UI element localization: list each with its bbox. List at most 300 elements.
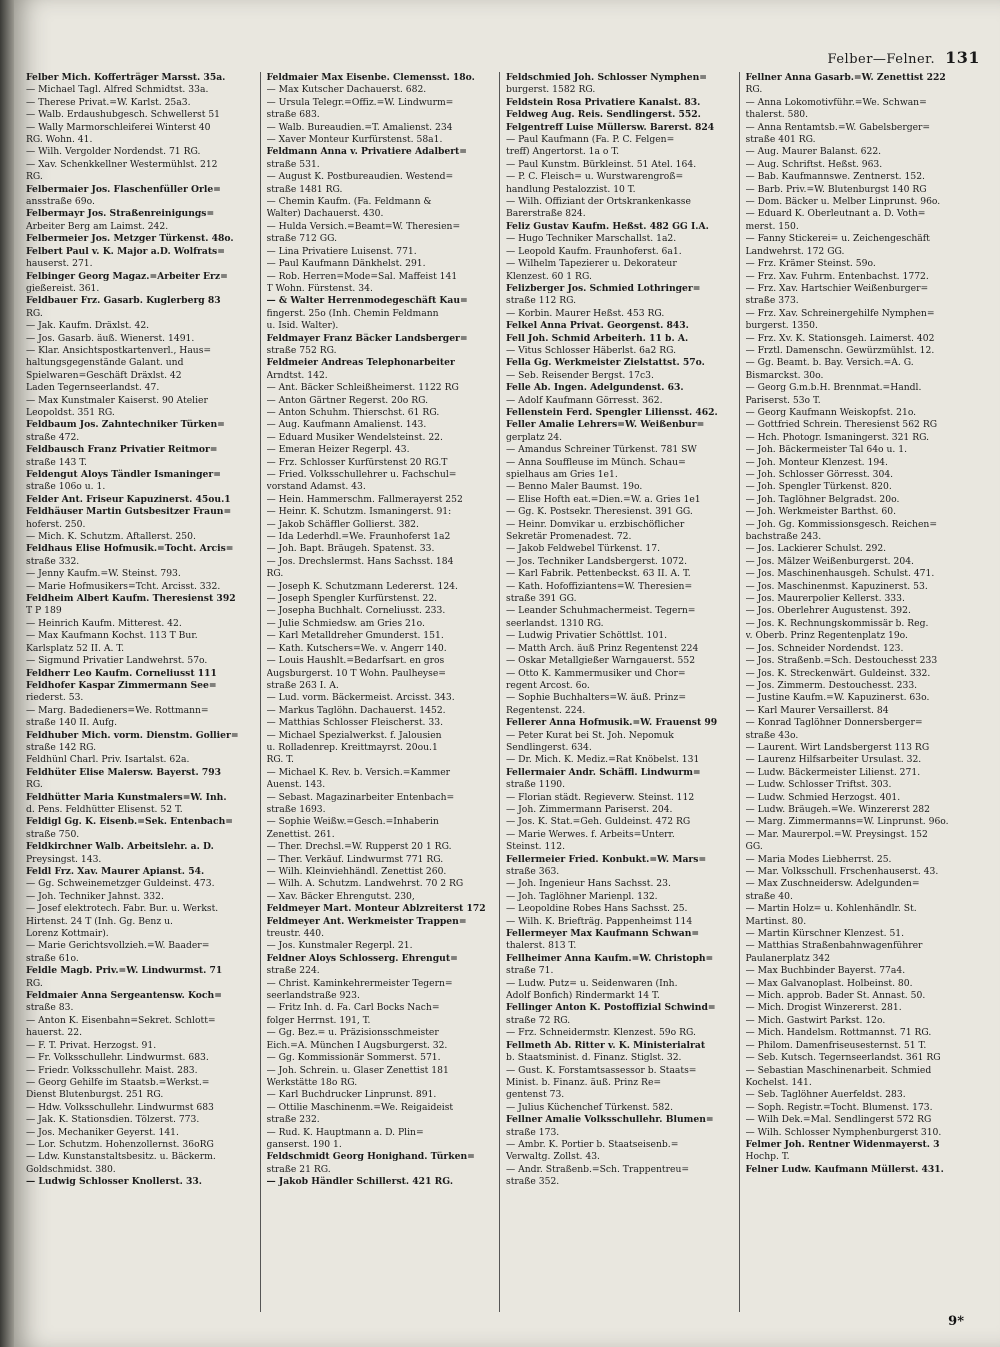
directory-entry: Sekretär Promenadest. 72. [506,531,632,543]
directory-entry: Feldbaum Jos. Zahntechniker Türken= [26,419,225,431]
directory-entry: Fellheimer Anna Kaufm.=W. Christoph= [506,952,714,964]
directory-entry: — Jos. Maschinenmst. Kapuzinerst. 53. [745,580,928,592]
directory-entry: — Wilh Dek.=Mal. Sendlingerst 572 RG [745,1114,932,1126]
directory-entry: Feldmaier Max Eisenbe. Clemensst. 18o. [266,72,475,83]
directory-entry: Feldmann Anna v. Privatiere Adalbert= [266,146,468,158]
directory-entry: hauserst. 271. [26,258,93,270]
directory-entry: Feldhüter Elise Malersw. Bayerst. 793 [26,766,222,778]
directory-entry: Fellermeyer Max Kaufmann Schwan= [506,928,700,940]
directory-entry: treustr. 440. [266,928,325,940]
directory-entry: — Emeran Heizer Regerpl. 43. [266,444,410,456]
directory-entry: — Hein. Hammerschm. Fallmerayerst 252 [266,493,463,505]
directory-entry: Fella Gg. Werkmeister Zielstattst. 57o. [506,357,705,369]
directory-entry: — Ludwig Privatier Schöttlst. 101. [506,630,668,642]
directory-entry: — Ludw. Bäckermeister Lilienst. 271. [745,766,921,778]
directory-entry: RG. [745,84,763,96]
directory-entry: handlung Pestalozzist. 10 T. [506,183,636,195]
directory-entry: — Max Zuschneidersw. Adelgunden= [745,878,920,890]
directory-entry: — Vitus Schlosser Häberlst. 6a2 RG. [506,344,677,356]
directory-entry: straße 750. [26,828,80,840]
directory-entry: — Xav. Schenkkellner Westermühlst. 212 [26,158,218,170]
directory-entry: — Ant. Bäcker Schleißheimerst. 1122 RG [266,382,459,394]
directory-entry: — Xav. Bäcker Ehrengutst. 230, [266,890,415,902]
directory-entry: Feldhütter Maria Kunstmalers=W. Inh. [26,791,227,803]
directory-entry: Fellinger Anton K. Postoffizial Schwind= [506,1002,716,1014]
directory-entry: — Joh. Werkmeister Barthst. 60. [745,506,897,518]
directory-entry: — Frz. Krämer Steinst. 59o. [745,258,876,270]
directory-entry: — Anton Gärtner Regerst. 20o RG. [266,394,429,406]
directory-entry: — Kath. Kutschers=We. v. Angerr 140. [266,642,447,654]
directory-entry: — Soph. Registr.=Tocht. Blumenst. 173. [745,1101,933,1113]
directory-entry: — Rob. Herren=Mode=Sal. Maffeist 141 [266,270,458,282]
directory-entry: Lorenz Kottmair). [26,928,109,940]
directory-entry: — Heinrich Kaufm. Mitterest. 42. [26,617,182,629]
directory-entry: — Gg. K. Postsekr. Theresienst. 391 GG. [506,506,693,518]
directory-entry: Feldhäuser Martin Gutsbesitzer Fraun= [26,506,232,518]
page-number: 131 [945,48,980,67]
directory-entry: — Max Kaufmann Kochst. 113 T Bur. [26,630,198,642]
directory-entry: straße 263 I. A. [266,679,339,691]
directory-entry: straße 43o. [745,729,799,741]
directory-entry: Felgentreff Luise Müllersw. Barerst. 824 [506,121,715,133]
directory-entry: — Marie Werwes. f. Arbeits=Unterr. [506,828,675,840]
directory-entry: Felner Ludw. Kaufmann Müllerst. 431. [745,1163,944,1175]
directory-entry: — Maria Modes Liebherrst. 25. [745,853,892,865]
directory-entry: — Ludwig Schlosser Knollerst. 33. [26,1176,202,1188]
directory-entry: Hirtenst. 24 T (Inh. Gg. Benz u. [26,915,173,927]
directory-entry: Feldmaier Anna Sergeantensw. Koch= [26,990,222,1002]
directory-entry: — Max Kunstmaler Kaiserst. 90 Atelier [26,394,208,406]
directory-entry: Felkel Anna Privat. Georgenst. 843. [506,320,689,332]
directory-entry: — Sebast. Magazinarbeiter Entenbach= [266,791,455,803]
directory-entry: — Andr. Straßenb.=Sch. Trappentreu= [506,1163,690,1175]
directory-entry: — Jak. K. Stationsdien. Tölzerst. 773. [26,1114,200,1126]
directory-entry: seerlandst. 1310 RG. [506,617,604,629]
directory-entry: — Jos. K. Rechnungskommissär b. Reg. [745,617,929,629]
directory-entry: — Dom. Bäcker u. Melber Linprunst. 96o. [745,196,941,208]
directory-entry: Fellerer Anna Hofmusik.=W. Frauenst 99 [506,717,718,729]
directory-entry: thalerst. 580. [745,109,809,121]
directory-entry: spielhaus am Gries 1e1. [506,469,618,480]
directory-entry: — Walb. Erdaushubgesch. Schwellerst 51 [26,109,221,121]
directory-entry: gentenst 73. [506,1089,565,1101]
directory-entry: straße 61o. [26,952,79,964]
directory-entry: — Anton K. Eisenbahn=Sekret. Schlott= [26,1014,216,1026]
running-header [828,48,980,67]
directory-entry: riederst. 53. [26,692,84,704]
directory-entry: — Jenny Kaufm.=W. Steinst. 793. [26,568,181,580]
directory-entry: — Wilh. Vergolder Nordendst. 71 RG. [26,146,201,158]
directory-entry: Fellner Amalie Volksschullehr. Blumen= [506,1114,714,1126]
directory-entry: — Seb. Reisender Bergst. 17c3. [506,369,654,381]
directory-entry: straße 712 GG. [266,233,337,245]
directory-entry: Landwehrst. 172 GG. [745,245,845,257]
directory-entry: — Joh. Monteur Klenzest. 194. [745,456,888,468]
directory-entry: — Ida Lederhdl.=We. Fraunhoferst 1a2 [266,531,451,543]
directory-entry: — Wilh. Schlosser Nymphenburgerst 310. [745,1126,942,1138]
directory-entry: Felbermayr Jos. Straßenreinigungs= [26,208,215,220]
directory-entry: Werkstätte 18o RG. [266,1076,358,1088]
directory-entry: straße 752 RG. [266,344,337,356]
directory-entry: Feldhünl Charl. Priv. Isartalst. 62a. [26,754,190,766]
directory-entry: — Heinr. Domvikar u. erzbischöflicher [506,518,685,530]
directory-entry: RG. [26,171,43,183]
directory-entry: T Wohn. Fürstenst. 34. [266,282,373,294]
directory-entry: — Aug. Schriftst. Heßst. 963. [745,158,883,170]
directory-entry: Steinst. 112. [506,841,565,853]
directory-entry: straße 363. [506,866,560,877]
book-gutter [0,0,14,1347]
directory-entry: Augsburgerst. 10 T Wohn. Paulheyse= [266,667,446,679]
directory-entry: Fellner Anna Gasarb.=W. Zenettist 222 [745,72,946,83]
directory-entry: — Fr. Volksschullehr. Lindwurmst. 683. [26,1052,209,1064]
directory-entry: — Joh. Zimmermann Pariserst. 204. [506,803,673,815]
directory-entry: — Mich. approb. Bader St. Annast. 50. [745,990,926,1002]
directory-entry: — Marie Gerichtsvollzieh.=W. Baader= [26,940,210,952]
directory-entry: — Mar. Maurerpol.=W. Preysingst. 152 [745,828,928,840]
directory-entry: straße 1481 RG. [266,183,343,195]
directory-entry: — Mich. Gastwirt Parkst. 12o. [745,1014,886,1026]
directory-entry: RG. T. [266,754,294,766]
directory-entry: Felle Ab. Ingen. Adelgundenst. 63. [506,382,684,394]
directory-entry: — Anna Rentamtsb.=W. Gabelsberger= [745,121,931,133]
directory-entry: Feldmeyer Ant. Werkmeister Trappen= [266,915,467,927]
directory-entry: Regentenst. 224. [506,704,586,716]
directory-entry: — Leopold Kaufm. Fraunhoferst. 6a1. [506,245,682,257]
directory-entry: — Sophie Weißw.=Gesch.=Inhaberin [266,816,439,828]
directory-entry: straße 140 II. Aufg. [26,717,118,729]
directory-entry: Eich.=A. München I Augsburgerst. 32. [266,1039,448,1051]
directory-entry: — Fried. Volksschullehrer u. Fachschul= [266,469,457,480]
directory-entry: — Seb. Taglöhner Auerfeldst. 283. [745,1089,906,1101]
directory-entry: straße 143 T. [26,456,87,468]
directory-entry: straße 531. [266,158,320,170]
directory-entry: — Ottilie Maschinenm.=We. Reigaideist [266,1101,454,1113]
directory-entry: straße 1693. [266,803,326,815]
directory-entry: straße 1190. [506,779,566,791]
directory-entry: Karlsplatz 52 II. A. T. [26,642,125,654]
directory-entry: — Ambr. K. Portier b. Staatseisenb.= [506,1138,679,1150]
directory-entry: — Marie Hofmusikers=Tcht. Arcisst. 332. [26,580,221,592]
directory-entry: Bismarckst. 30o. [745,369,824,381]
directory-entry: — Frz. Xv. K. Stationsgeh. Laimerst. 402 [745,332,935,344]
directory-entry: hoferst. 250. [26,518,86,530]
directory-entry: — Matthias Straßenbahnwagenführer [745,940,923,952]
directory-entry: straße 112 RG. [506,295,577,307]
directory-columns [20,72,978,1312]
directory-entry: Adolf Bonfich) Rindermarkt 14 T. [506,990,660,1002]
directory-entry: — Jos. Mälzer Weißenburgerst. 204. [745,555,914,567]
directory-entry: b. Staatsminist. d. Finanz. Stiglst. 32. [506,1052,682,1064]
directory-entry: Felder Ant. Friseur Kapuzinerst. 45ou.1 [26,493,231,505]
directory-entry: Feldbausch Franz Privatier Reitmor= [26,444,218,456]
directory-entry: Feldhaus Elise Hofmusik.=Tocht. Arcis= [26,543,234,555]
directory-entry: — Heinr. K. Schutzm. Ismaningerst. 91: [266,506,452,518]
directory-entry: Walter) Dachauerst. 430. [266,208,384,220]
directory-entry: Feldheim Albert Kaufm. Theresienst 392 [26,593,236,605]
directory-entry: — Joh. Techniker Jahnst. 332. [26,890,164,902]
directory-entry: RG. [26,779,43,791]
directory-entry: Feldner Aloys Schlosserg. Ehrengut= [266,952,458,964]
directory-entry: — Michael K. Rev. b. Versich.=Kammer [266,766,451,778]
directory-entry: RG. [26,307,43,319]
directory-entry: — Lor. Schutzm. Hohenzollernst. 36oRG [26,1138,214,1150]
directory-entry: seerlandstraße 923. [266,990,360,1002]
directory-entry: straße 173. [506,1126,560,1138]
directory-entry: — Gg. Kommissionär Sommerst. 571. [266,1052,441,1064]
directory-entry: haltungsgegenstände Galant. und [26,357,184,369]
directory-entry: Feldmayer Franz Bäcker Landsberger= [266,332,468,344]
directory-entry: — Adolf Kaufmann Görresst. 362. [506,394,663,406]
directory-entry: — Jos. Maschinenhausgeh. Schulst. 471. [745,568,935,580]
directory-entry: Feldigl Gg. K. Eisenb.=Sek. Entenbach= [26,816,233,828]
directory-entry: RG. [26,977,43,989]
directory-entry: straße 683. [266,109,320,121]
directory-entry: — Joh. Schlosser Görresst. 304. [745,469,894,480]
directory-entry: — Jos. Drechslermst. Hans Sachsst. 184 [266,555,454,567]
directory-entry: — Ludw. Bräugeh.=We. Winzererst 282 [745,803,930,815]
directory-entry: Felizberger Jos. Schmied Lothringer= [506,282,701,294]
directory-entry: Dienst Blutenburgst. 251 RG. [26,1089,164,1101]
directory-entry: — Wilh. K. Briefträg. Pappenheimst 114 [506,915,693,927]
directory-column [20,72,260,1312]
directory-entry: — Paul Kunstm. Bürkleinst. 51 Atel. 164. [506,158,697,170]
directory-entry: ganserst. 190 1. [266,1138,342,1150]
directory-entry: — Sigmund Privatier Landwehrst. 57o. [26,655,208,667]
directory-entry: — Jakob Händler Schillerst. 421 RG. [266,1176,454,1188]
directory-entry: Minist. b. Finanz. äuß. Prinz Re= [506,1076,662,1088]
directory-entry: — Dr. Mich. K. Mediz.=Rat Knöbelst. 131 [506,754,700,766]
directory-entry: — Frz. Xav. Schreinergehilfe Nymphen= [745,307,935,319]
directory-entry: Felmer Joh. Rentner Widenmayerst. 3 [745,1138,940,1150]
directory-entry: regent Arcost. 6o. [506,679,590,691]
directory-entry: — August K. Postbureaudien. Westend= [266,171,454,183]
directory-entry: straße 142 RG. [26,741,97,753]
directory-entry: — Walb. Bureaudien.=T. Amalienst. 234 [266,121,453,133]
directory-entry: Fellmeth Ab. Ritter v. K. Ministerialrat [506,1039,706,1051]
header-title: Felber—Felner. [827,52,936,67]
directory-entry: — Joh. Spengler Türkenst. 820. [745,481,892,493]
directory-entry: — Ludw. Schmied Herzogst. 401. [745,791,901,803]
directory-entry: — Jak. Kaufm. Dräxlst. 42. [26,320,150,332]
directory-entry: treff) Angertorst. 1a o T. [506,146,620,158]
directory-entry: Leopoldst. 351 RG. [26,406,115,418]
directory-entry: — Hugo Techniker Marschallst. 1a2. [506,233,677,245]
directory-entry: — Gottfried Schrein. Theresienst 562 RG [745,419,938,431]
directory-entry: Auenst. 143. [266,779,326,791]
directory-entry: — Korbin. Maurer Heßst. 453 RG. [506,307,665,319]
directory-entry: — Wilh. Offiziant der Ortskrankenkasse [506,196,691,208]
directory-entry: — Otto K. Kammermusiker und Chor= [506,667,686,679]
directory-entry: — & Walter Herrenmodegeschäft Kau= [266,295,468,307]
directory-entry: — Jos. Maurerpolier Kellerst. 333. [745,593,905,605]
directory-entry: — Bab. Kaufmannswe. Zentnerst. 152. [745,171,925,183]
directory-entry: — Frztl. Damenschn. Gewürzmühlst. 12. [745,344,935,356]
directory-entry: Barerstraße 824. [506,208,586,220]
directory-entry: v. Oberb. Prinz Regentenplatz 19o. [745,630,908,642]
directory-entry: — Josef elektrotech. Fabr. Bur. u. Werkst. [26,903,219,915]
directory-entry: folger Herrnst. 191, T. [266,1014,371,1026]
directory-entry: — Anton Schuhm. Thierschst. 61 RG. [266,406,440,418]
directory-entry: — Oskar Metallgießer Warngauerst. 552 [506,655,696,667]
directory-entry: — Jos. Lackierer Schulst. 292. [745,543,887,555]
directory-entry: straße 21 RG. [266,1163,331,1175]
directory-entry: — Markus Taglöhn. Dachauerst. 1452. [266,704,446,716]
directory-entry: — Ther. Verkäuf. Lindwurmst 771 RG. [266,853,444,865]
directory-entry: — Ludw. Schlosser Triftst. 303. [745,779,892,791]
directory-entry: Feldmeyer Mart. Monteur Ablzreiterst 172 [266,903,486,915]
directory-column [260,72,500,1312]
directory-column [739,72,979,1312]
directory-entry: — Sebastian Maschinenarbeit. Schmied [745,1064,932,1076]
directory-entry: Fellermaier Andr. Schäffl. Lindwurm= [506,766,701,778]
directory-entry: — Hulda Versich.=Beamt=W. Theresien= [266,220,461,232]
directory-entry: Kochelst. 141. [745,1076,812,1088]
directory-entry: straße 373. [745,295,799,307]
directory-entry: — Paul Kaufmann (Fa. P. C. Felgen= [506,134,675,146]
directory-entry: — Jos. Mechaniker Geyerst. 141. [26,1126,179,1138]
directory-entry: Hochp. T. [745,1151,790,1163]
directory-entry: — Paul Kaufmann Dänkhelst. 291. [266,258,426,270]
directory-entry: — Georg G.m.b.H. Brennmat.=Handl. [745,382,922,394]
directory-entry: Feliz Gustav Kaufm. Heßst. 482 GG I.A. [506,220,709,232]
directory-entry: — Mich. K. Schutzm. Aftallerst. 250. [26,531,196,543]
directory-entry: straße 352. [506,1176,560,1188]
directory-entry: — Jakob Feldwebel Türkenst. 17. [506,543,660,555]
directory-entry: — Christ. Kaminkehrermeister Tegern= [266,977,453,989]
directory-entry: Feldmeier Andreas Telephonarbeiter [266,357,455,369]
directory-entry: — Anna Souffleuse im Münch. Schau= [506,456,686,468]
directory-entry: Feller Amalie Lehrers=W. Weißenbur= [506,419,705,431]
directory-entry: — Aug. Kaufmann Amalienst. 143. [266,419,427,431]
directory-entry: — Frz. Schneidermstr. Klenzest. 59o RG. [506,1027,696,1039]
directory-entry: — Elise Hofth eat.=Dien.=W. a. Gries 1e1 [506,493,701,505]
directory-entry: — Hch. Photogr. Ismaningerst. 321 RG. [745,431,930,443]
directory-entry: — Frz. Schlosser Kurfürstenst 20 RG.T [266,456,448,468]
directory-entry: — Laurent. Wirt Landsbergerst 113 RG [745,741,930,753]
directory-entry: merst. 150. [745,220,799,232]
directory-entry: — Jos. K. Streckenwärt. Guldeinst. 332. [745,667,931,679]
directory-entry: — Marg. Zimmermanns=W. Linprunst. 96o. [745,816,949,828]
directory-entry: — Jos. Kunstmaler Regerpl. 21. [266,940,413,952]
directory-entry: u. Isid. Walter). [266,320,339,332]
directory-entry: — Martin Holz= u. Kohlenhändlr. St. [745,903,917,915]
directory-entry: — Josepha Buchhalt. Corneliusst. 233. [266,605,446,617]
directory-entry: — Mich. Drogist Winzererst. 281. [745,1002,902,1014]
directory-entry: thalerst. 813 T. [506,940,577,952]
directory-entry: — Max Galvanoplast. Holbeinst. 80. [745,977,913,989]
directory-entry: — Karl Buchdrucker Linprunst. 891. [266,1089,437,1101]
directory-entry: — Eduard Musiker Wendelsteinst. 22. [266,431,443,443]
directory-entry: — Gust. K. Forstamtsassessor b. Staats= [506,1064,697,1076]
directory-entry: — Max Buchbinder Bayerst. 77a4. [745,965,906,977]
directory-entry: Spielwaren=Geschäft Dräxlst. 42 [26,369,182,381]
directory-entry: — Lina Privatiere Luisenst. 771. [266,245,417,257]
directory-entry: straße 72 RG. [506,1014,571,1026]
directory-entry: — Michael Tagl. Alfred Schmidtst. 33a. [26,84,209,96]
directory-entry: — Anna Lokomotivführ.=We. Schwan= [745,96,927,108]
directory-entry: — Joh. Bäckermeister Tal 64o u. 1. [745,444,908,456]
directory-entry: burgerst. 1582 RG. [506,84,596,96]
directory-entry: — Leander Schuhmachermeist. Tegern= [506,605,696,617]
directory-entry: Preysingst. 143. [26,853,102,865]
directory-entry: — Barb. Priv.=W. Blutenburgst 140 RG [745,183,927,195]
directory-entry: Fellenstein Ferd. Spengler Liliensst. 462. [506,406,718,418]
directory-entry: — Rud. K. Hauptmann a. D. Plin= [266,1126,424,1138]
directory-entry: Fell Joh. Schmid Arbeiterh. 11 b. A. [506,332,689,344]
directory-entry: straße 40. [745,890,793,902]
directory-entry: — Jos. Straßenb.=Sch. Destouchesst 233 [745,655,938,667]
directory-entry: — Joseph K. Schutzmann Ledererst. 124. [266,580,458,592]
directory-entry: — Leopoldine Robes Hans Sachsst. 25. [506,903,688,915]
directory-entry: — Georg Gehilfe im Staatsb.=Werkst.= [26,1076,210,1088]
directory-entry: — Frz. Xav. Hartschier Weißenburger= [745,282,929,294]
directory-entry: — Gg. Bez.= u. Präzisionsschmeister [266,1027,439,1039]
directory-entry: — Florian städt. Regieverw. Steinst. 112 [506,791,695,803]
directory-entry: — Eduard K. Oberleutnant a. D. Voth= [745,208,926,220]
directory-entry: — Amandus Schreiner Türkenst. 781 SW [506,444,697,456]
directory-entry: straße 224. [266,965,320,977]
directory-entry: — Seb. Kutsch. Tegernseerlandst. 361 RG [745,1052,941,1064]
directory-entry: — Ludw. Putz= u. Seidenwaren (Inh. [506,977,678,989]
directory-entry: — Georg Kaufmann Weiskopfst. 21o. [745,406,917,418]
directory-entry: — Julie Schmiedsw. am Gries 21o. [266,617,425,629]
directory-entry: — Wally Marmorschleiferei Winterst 40 [26,121,211,133]
directory-entry: — P. C. Fleisch= u. Wurstwarengroß= [506,171,684,183]
directory-entry: — Konrad Taglöhner Donnersberger= [745,717,923,729]
directory-entry: — Chemin Kaufm. (Fa. Feldmann & [266,196,432,208]
directory-entry: — Jos. Zimmerm. Destouchesst. 233. [745,679,918,691]
directory-entry: Paulanerplatz 342 [745,952,831,964]
directory-entry: — F. T. Privat. Herzogst. 91. [26,1039,157,1051]
directory-entry: — Karl Fabrik. Pettenbeckst. 63 II. A. T. [506,568,691,580]
directory-entry: — Joh. Schrein. u. Glaser Zenettist 181 [266,1064,449,1076]
directory-entry: — Jos. Techniker Landsbergerst. 1072. [506,555,688,567]
directory-entry: u. Rolladenrep. Kreittmayrst. 20ou.1 [266,741,438,753]
directory-entry: — Jos. K. Stat.=Geh. Guldeinst. 472 RG [506,816,691,828]
directory-entry: — Laurenz Hilfsarbeiter Ursulast. 32. [745,754,922,766]
directory-entry: Arbeiter Berg am Laimst. 242. [26,220,169,232]
directory-entry: — Ther. Drechsl.=W. Rupperst 20 1 RG. [266,841,452,853]
directory-entry: — Karl Maurer Versaillerst. 84 [745,704,889,716]
directory-entry: Feldl Frz. Xav. Maurer Apianst. 54. [26,866,205,877]
directory-entry: — Frz. Xav. Fuhrm. Entenbachst. 1772. [745,270,929,282]
directory-entry: straße 106o u. 1. [26,481,106,493]
directory-entry: — Fanny Stickerei= u. Zeichengeschäft [745,233,930,245]
directory-entry: — Fritz Inh. d. Fa. Carl Bocks Nach= [266,1002,440,1014]
directory-entry: Feldhuber Mich. vorm. Dienstm. Gollier= [26,729,239,741]
directory-entry: — Klar. Ansichtspostkartenverl., Haus= [26,344,212,356]
directory-entry: — Joh. Taglöhner Marienpl. 132. [506,890,658,902]
directory-entry: Feldbauer Frz. Gasarb. Kuglerberg 83 [26,295,221,307]
directory-entry: — Joh. Ingenieur Hans Sachsst. 23. [506,878,671,890]
directory-entry: — Xaver Monteur Kurfürstenst. 58a1. [266,134,443,146]
directory-entry: — Matth Arch. äuß Prinz Regentenst 224 [506,642,699,654]
directory-entry: — Marg. Badedieners=We. Rottmann= [26,704,209,716]
directory-entry: — Wilh. A. Schutzm. Landwehrst. 70 2 RG [266,878,464,890]
directory-entry: ansstraße 69o. [26,196,95,208]
directory-entry: RG. Wohn. 41. [26,134,93,146]
directory-entry: Feldstein Rosa Privatiere Kanalst. 83. [506,96,701,108]
directory-entry: gießereist. 361. [26,282,100,294]
directory-entry: — Gg. Beamt. b. Bay. Versich.=A. G. [745,357,914,369]
directory-entry: Pariserst. 53o T. [745,394,821,406]
directory-entry: T P 189 [26,605,62,617]
directory-entry: — Hdw. Volksschullehr. Lindwurmst 683 [26,1101,214,1113]
directory-entry: Feldweg Aug. Reis. Sendlingerst. 552. [506,109,701,121]
directory-entry: straße 83. [26,1002,74,1014]
directory-entry: — Lud. vorm. Bäckermeist. Arcisst. 343. [266,692,455,704]
